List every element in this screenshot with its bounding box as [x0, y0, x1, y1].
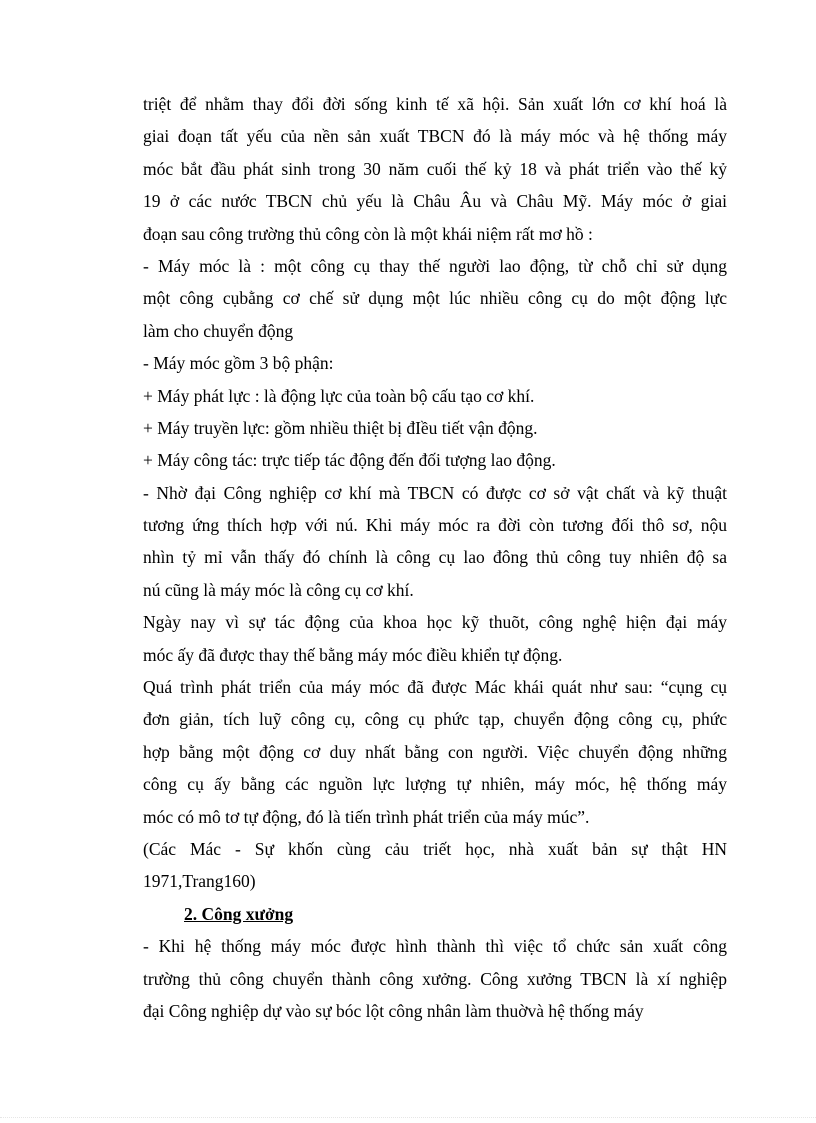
paragraph-line: đoạn sau công trường thủ công còn là một khái niệm rất mơ hồ :: [143, 223, 593, 244]
paragraph-line: nú cũng là máy móc là công cụ cơ khí.: [143, 579, 414, 600]
citation-line: 1971,Trang160): [143, 871, 256, 892]
paragraph-line: hợp bằng một động cơ duy nhất bằng con người. Việc chuyển động những: [143, 741, 727, 762]
paragraph-line: giai đoạn tất yếu của nền sản xuất TBCN đó là máy móc và hệ thống máy: [143, 126, 727, 147]
paragraph-line: triệt để nhằm thay đổi đời sống kinh tế xã hội. Sản xuất lớn cơ khí hoá là: [143, 94, 727, 114]
paragraph-line: đại Công nghiệp dự vào sự bóc lột công nhân làm thuờvà hệ thống máy: [143, 1000, 644, 1021]
paragraph-line: móc bắt đầu phát sinh trong 30 năm cuối thế kỷ 18 và phát triển vào thế kỷ: [143, 158, 727, 179]
paragraph-line: đơn giản, tích luỹ công cụ, công cụ phức tạp, chuyển động công cụ, phức: [143, 709, 727, 730]
list-item: + Máy công tác: trực tiếp tác động đến đối tượng lao động.: [143, 450, 556, 471]
paragraph-line: Ngày nay vì sự tác động của khoa học kỹ thuõt, công nghệ hiện đại máy: [143, 612, 727, 633]
paragraph-line: - Khi hệ thống máy móc được hình thành thì việc tổ chức sản xuất công: [143, 936, 727, 957]
paragraph-line: móc có mô tơ tự động, đó là tiến trình phát triển của máy múc”.: [143, 806, 590, 827]
paragraph-line: tương ứng thích hợp với nú. Khi máy móc ra đời còn tương đối thô sơ, nộu: [143, 515, 727, 536]
section-heading: 2. Công xưởng: [184, 903, 294, 924]
paragraph-line: một công cụbằng cơ chế sử dụng một lúc nhiều công cụ do một động lực: [143, 288, 727, 309]
citation-line: (Các Mác - Sự khốn cùng cảu triết học, nhà xuất bản sự thật HN: [143, 838, 727, 859]
paragraph-line: 19 ở các nước TBCN chủ yếu là Châu Âu và Châu Mỹ. Máy móc ở giai: [143, 191, 727, 212]
list-item: + Máy phát lực : là động lực của toàn bộ cấu tạo cơ khí.: [143, 385, 535, 406]
paragraph-line: - Nhờ đại Công nghiệp cơ khí mà TBCN có được cơ sở vật chất và kỹ thuật: [143, 482, 727, 503]
paragraph-line: công cụ ấy bằng các nguồn lực lượng tự nhiên, máy móc, hệ thống máy: [143, 774, 727, 795]
paragraph-line: nhìn tỷ mỉ vẫn thấy đó chính là công cụ lao đông thủ công tuy nhiên độ sa: [143, 547, 727, 568]
list-item: + Máy truyền lực: gồm nhiều thiệt bị đIều tiết vận động.: [143, 417, 538, 438]
document-page: [143, 88, 727, 1027]
paragraph-line: làm cho chuyển động: [143, 320, 294, 341]
page-bottom-border: [0, 1117, 816, 1118]
paragraph-line: Quá trình phát triển của máy móc đã được Mác khái quát như sau: “cụng cụ: [143, 677, 727, 698]
paragraph-line: - Máy móc là : một công cụ thay thế người lao động, từ chỗ chỉ sử dụng: [143, 255, 727, 276]
list-item: - Máy móc gồm 3 bộ phận:: [143, 353, 334, 374]
paragraph-line: móc ấy đã được thay thế bằng máy móc điều khiển tự động.: [143, 644, 563, 665]
paragraph-line: trường thủ công chuyển thành công xưởng. Công xưởng TBCN là xí nghiệp: [143, 968, 727, 989]
